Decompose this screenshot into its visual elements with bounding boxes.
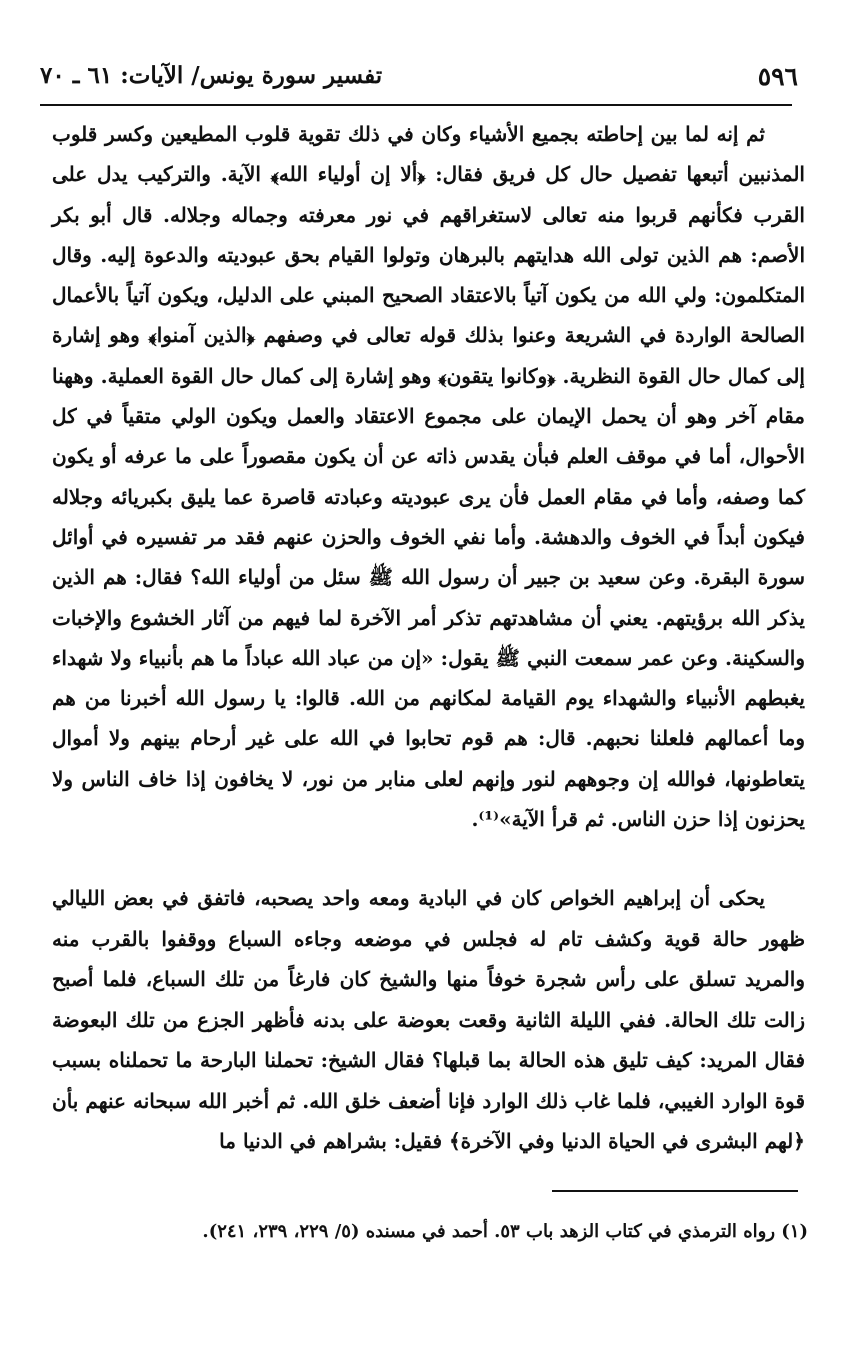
page-number: ٥٩٦ <box>757 62 798 91</box>
paragraph: ثم إنه لما بين إحاطته بجميع الأشياء وكان في ذلك تقوية قلوب المطيعين وكسر قلوب المذنبين أتبعها تفصيل حال كل فريق فقال: ﴿ألا إن أولياء الله﴾ الآية. والتركيب يدل على القرب فكأنهم قربوا منه تعالى لاستغراقهم في نور معرفته وجماله وجلاله. قال أبو بكر الأصم: هم الذين تولى الله هدايتهم بالبرهان وتولوا القيام بحق عبوديته والدعوة إليه. وقال المتكلمون: ولي الله من يكون آتياً بالاعتقاد الصحيح المبني على الدليل، ويكون آتياً بالأعمال الصالحة الواردة في الشريعة وعنوا بذلك قوله تعالى في وصفهم ﴿الذين آمنوا﴾ وهو إشارة إلى كمال حال القوة النظرية. ﴿وكانوا يتقون﴾ وهو إشارة إلى كمال حال القوة العملية. وههنا مقام آخر وهو أن يحمل الإيمان على مجموع الاعتقاد والعمل ويكون الولي متقياً في كل الأحوال، أما في موقف العلم فبأن يقدس ذاته عن أن يكون مقصوراً على ما عرفه أو يكون كما وصفه، وأما في مقام العمل فأن يرى عبوديته وعبادته قاصرة عما يليق بكبريائه وجلاله فيكون أبداً في الخوف والدهشة. وأما نفي الخوف والحزن عنهم فقد مر تفسيره في أوائل سورة البقرة. وعن سعيد بن جبير أن رسول الله ﷺ سئل من أولياء الله؟ فقال: هم الذين يذكر الله برؤيتهم. يعني أن مشاهدتهم تذكر أمر الآخرة لما فيهم من آثار الخشوع والإخبات والسكينة. وعن عمر سمعت النبي ﷺ يقول: «إن من عباد الله عباداً ما هم بأنبياء ولا شهداء يغبطهم الأنبياء والشهداء يوم القيامة لمكانهم من الله. قالوا: يا رسول الله أخبرنا من هم وما أعمالهم فلعلنا نحبهم. قال: هم قوم تحابوا في الله على غير أرحام بينهم ولا أموال يتعاطونها، فوالله إن وجوههم لنور وإنهم لعلى منابر من نور، لا يخافون إذا خاف الناس ولا يحزنون إذا حزن الناس. ثم قرأ الآية»⁽¹⁾. <box>52 122 806 832</box>
footnote-rule <box>552 1190 798 1192</box>
running-title: تفسير سورة يونس/ الآيات: ٦١ ـ ٧٠ <box>40 62 383 89</box>
page-header <box>40 60 798 100</box>
main-text-block <box>52 114 805 839</box>
header-rule <box>40 104 792 106</box>
second-text-block <box>52 878 805 1162</box>
paragraph: يحكى أن إبراهيم الخواص كان في البادية ومعه واحد يصحبه، فاتفق في بعض الليالي ظهور حالة قوية وكشف تام له فجلس في موضعه وجاءه السباع ووقفوا بالقرب منه والمريد تسلق على رأس شجرة خوفاً منها والشيخ كان فارغاً من تلك السباع، فلما أصبح زالت تلك الحالة. ففي الليلة الثانية وقعت بعوضة على بدنه فأظهر الجزع من تلك البعوضة فقال المريد: كيف تليق هذه الحالة بما قبلها؟ فقال الشيخ: تحملنا البارحة ما تحملناه بسبب قوة الوارد الغيبي، فلما غاب ذلك الوارد فإنا أضعف خلق الله. ثم أخبر الله سبحانه عنهم بأن ﴿لهم البشرى في الحياة الدنيا وفي الآخرة﴾ فقيل: بشراهم في الدنيا ما <box>52 886 805 1153</box>
footnote: (١) رواه الترمذي في كتاب الزهد باب ٥٣. أحمد في مسنده (٥/ ٢٢٩، ٢٣٩، ٢٤١). <box>202 1221 808 1242</box>
